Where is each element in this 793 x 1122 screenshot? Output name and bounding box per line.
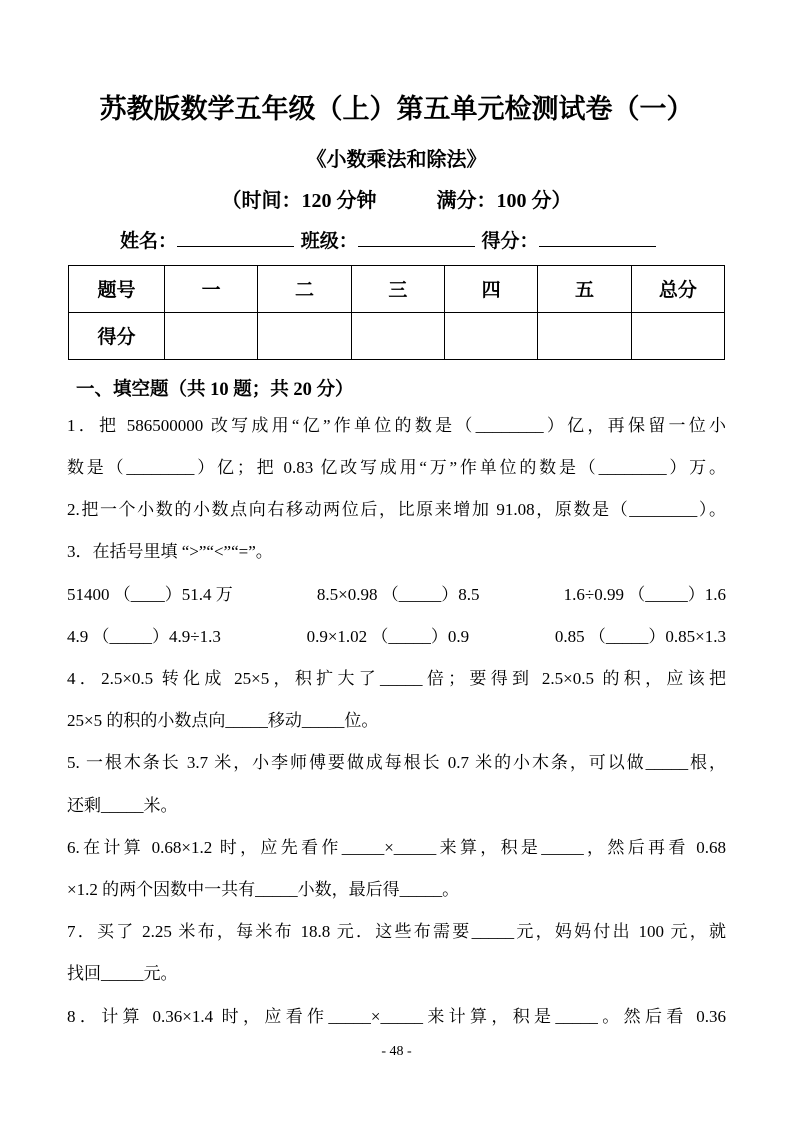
score-table-header-cell: 四	[444, 265, 537, 312]
question-5-line-1: 5. 一根木条长 3.7 米，小李师傅要做成每根长 0.7 米的小木条，可以做_____根，	[67, 753, 726, 773]
question-4-line-2: 25×5 的积的小数点向_____移动_____位。	[67, 711, 379, 731]
question-3-compare-row-2	[67, 616, 726, 658]
score-cell	[351, 312, 444, 359]
name-field	[120, 227, 294, 255]
question-5-line-2: 还剩_____米。	[67, 795, 178, 815]
score-cell	[538, 312, 631, 359]
score-blank-line	[539, 227, 656, 247]
compare-item: 8.5×0.98 （_____）8.5	[316, 584, 480, 604]
score-label: 得分：	[481, 230, 539, 252]
page-number: - 48 -	[381, 1044, 412, 1059]
compare-item: 4.9 （_____）4.9÷1.3	[67, 626, 221, 646]
compare-item: 51400 （____）51.4 万	[67, 584, 233, 604]
question-6-line-2: ×1.2 的两个因数中一共有_____小数，最后得_____。	[67, 879, 460, 899]
question-3-line-1: 3．在括号里填 “>”“<”“=”。	[67, 542, 273, 562]
questions-block	[67, 405, 726, 1038]
score-table-header-cell: 总分	[631, 265, 724, 312]
score-row-label: 得分	[69, 312, 165, 359]
compare-item: 1.6÷0.99 （_____）1.6	[563, 584, 726, 604]
name-label: 姓名：	[120, 230, 178, 252]
score-cell	[444, 312, 537, 359]
question-1-line-2: 数是（________）亿；把 0.83 亿改写成用“万”作单位的数是（________）万。	[67, 457, 726, 477]
score-field	[482, 227, 656, 255]
score-table-score-row	[69, 312, 725, 359]
class-label: 班级：	[300, 230, 358, 252]
page-title: 苏教版数学五年级（上）第五单元检测试卷（一）	[99, 94, 694, 124]
name-blank-line	[177, 227, 294, 247]
question-1-line-1: 1．把 586500000 改写成用“亿”作单位的数是（________）亿，再保留一位小	[67, 415, 726, 435]
score-table-header-cell: 三	[351, 265, 444, 312]
page-subtitle: 《小数乘法和除法》	[306, 148, 487, 171]
compare-item: 0.85 （_____）0.85×1.3	[554, 626, 726, 646]
question-8-line-1: 8．计算 0.36×1.4 时，应看作_____×_____来计算，积是_____。然后看 0.36	[67, 1006, 726, 1026]
score-table-header-cell: 五	[538, 265, 631, 312]
score-cell	[165, 312, 258, 359]
question-2-line-1: 2.把一个小数的小数点向右移动两位后，比原来增加 91.08，原数是（________）。	[67, 500, 726, 520]
score-table	[68, 265, 725, 360]
question-4-line-1: 4．2.5×0.5 转化成 25×5，积扩大了_____倍；要得到 2.5×0.5 的积，应该把	[67, 668, 726, 688]
score-table-header-cell: 题号	[69, 265, 165, 312]
score-cell	[258, 312, 351, 359]
class-field	[301, 227, 475, 255]
compare-item: 0.9×1.02 （_____）0.9	[306, 626, 470, 646]
section-heading-fill-in-blanks: 一、填空题（共 10 题；共 20 分）	[76, 379, 354, 400]
question-7-line-2: 找回_____元。	[67, 964, 178, 984]
class-blank-line	[358, 227, 475, 247]
exam-time-score-line: （时间：120 分钟 满分：100 分）	[221, 189, 572, 212]
question-3-compare-row-1	[67, 574, 726, 616]
name-row	[120, 227, 793, 255]
score-table-header-cell: 一	[165, 265, 258, 312]
score-table-header-cell: 二	[258, 265, 351, 312]
score-table-header-row	[69, 265, 725, 312]
question-6-line-1: 6.在计算 0.68×1.2 时，应先看作_____×_____来算，积是_____，然后再看 0.68	[67, 837, 726, 857]
score-cell	[631, 312, 724, 359]
question-7-line-1: 7．买了 2.25 米布，每米布 18.8 元．这些布需要_____元，妈妈付出 100 元，就	[67, 922, 726, 942]
